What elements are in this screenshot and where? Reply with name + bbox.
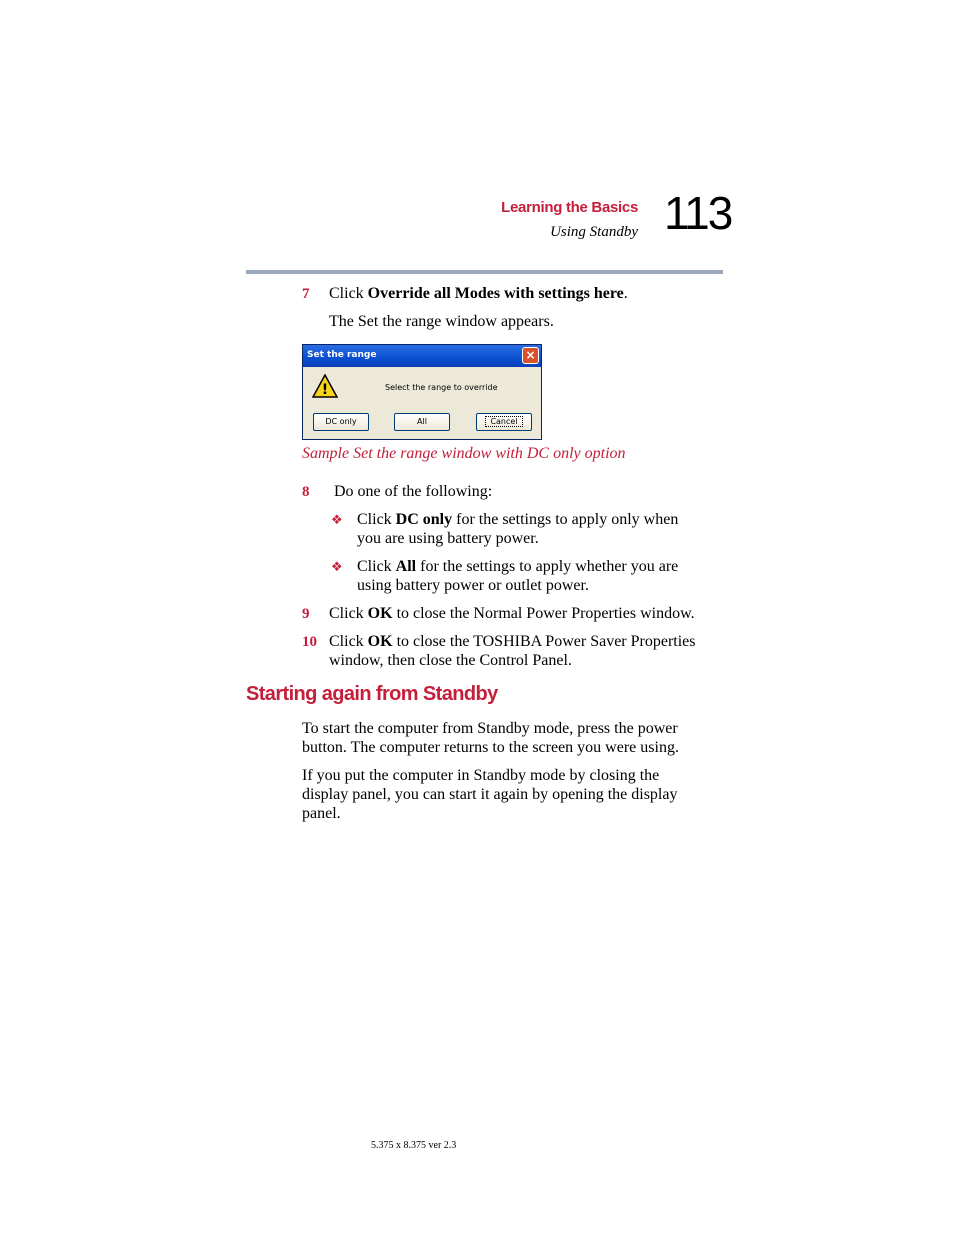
set-range-dialog bbox=[302, 344, 542, 440]
paragraph-line: button. The computer returns to the screen you were using. bbox=[302, 739, 679, 756]
cancel-button[interactable] bbox=[476, 413, 532, 431]
paragraph-2 bbox=[302, 766, 677, 823]
bullet-text: you are using battery power. bbox=[357, 530, 539, 547]
paragraph-line: display panel, you can start it again by opening the display bbox=[302, 786, 678, 803]
step-7-note: The Set the range window appears. bbox=[329, 313, 554, 330]
dialog-titlebar bbox=[303, 345, 541, 367]
bullet-all bbox=[357, 557, 678, 595]
ui-term: OK bbox=[367, 605, 393, 622]
dialog-title: Set the range bbox=[307, 350, 377, 360]
header-rule bbox=[246, 270, 723, 274]
step-text: Click bbox=[329, 285, 368, 302]
step-number: 8 bbox=[302, 484, 310, 500]
step-text: to close the Normal Power Properties window. bbox=[392, 605, 695, 622]
step-9-text bbox=[329, 604, 695, 623]
bullet-text: for the settings to apply whether you are bbox=[416, 558, 679, 575]
cancel-label: Cancel bbox=[486, 417, 521, 426]
warning-icon bbox=[312, 374, 338, 398]
all-button[interactable]: All bbox=[394, 413, 450, 431]
ui-term: Override all Modes with settings here bbox=[367, 285, 624, 302]
step-10 bbox=[302, 632, 317, 652]
step-10-text bbox=[329, 632, 696, 670]
bullet-dc-only bbox=[357, 510, 678, 548]
step-9 bbox=[302, 604, 310, 624]
ui-term: DC only bbox=[395, 511, 453, 528]
section-title: Using Standby bbox=[550, 224, 638, 240]
ui-term: OK bbox=[367, 633, 393, 650]
bullet-icon: ❖ bbox=[331, 512, 343, 527]
step-number: 10 bbox=[302, 634, 317, 650]
step-text: Click bbox=[329, 633, 368, 650]
paragraph-1 bbox=[302, 719, 679, 757]
chapter-title: Learning the Basics bbox=[501, 199, 638, 216]
ui-term: All bbox=[395, 558, 417, 575]
step-text: window, then close the Control Panel. bbox=[329, 652, 572, 669]
bullet-text: for the settings to apply only when bbox=[452, 511, 679, 528]
step-text: . bbox=[623, 285, 628, 302]
paragraph-line: To start the computer from Standby mode, press the power bbox=[302, 720, 678, 737]
dc-only-button[interactable]: DC only bbox=[313, 413, 369, 431]
warning-glyph: ! bbox=[321, 382, 329, 398]
paragraph-line: panel. bbox=[302, 805, 341, 822]
close-icon[interactable]: × bbox=[522, 347, 539, 364]
step-number: 9 bbox=[302, 606, 310, 622]
step-7 bbox=[302, 284, 310, 304]
step-number: 7 bbox=[302, 286, 310, 302]
section-heading: Starting again from Standby bbox=[246, 683, 498, 705]
bullet-text: Click bbox=[357, 558, 396, 575]
bullet-icon: ❖ bbox=[331, 559, 343, 574]
step-text: to close the TOSHIBA Power Saver Properties bbox=[392, 633, 696, 650]
bullet-text: Click bbox=[357, 511, 396, 528]
dialog-message: Select the range to override bbox=[385, 383, 498, 392]
paragraph-line: If you put the computer in Standby mode by closing the bbox=[302, 767, 660, 784]
step-7-text bbox=[329, 284, 628, 303]
step-text: Click bbox=[329, 605, 368, 622]
step-8 bbox=[302, 482, 310, 502]
figure-caption: Sample Set the range window with DC only option bbox=[302, 445, 626, 462]
page-footer: 5.375 x 8.375 ver 2.3 bbox=[371, 1140, 457, 1151]
bullet-text: using battery power or outlet power. bbox=[357, 577, 589, 594]
page-number: 113 bbox=[664, 187, 732, 239]
step-8-text: Do one of the following: bbox=[334, 483, 493, 500]
